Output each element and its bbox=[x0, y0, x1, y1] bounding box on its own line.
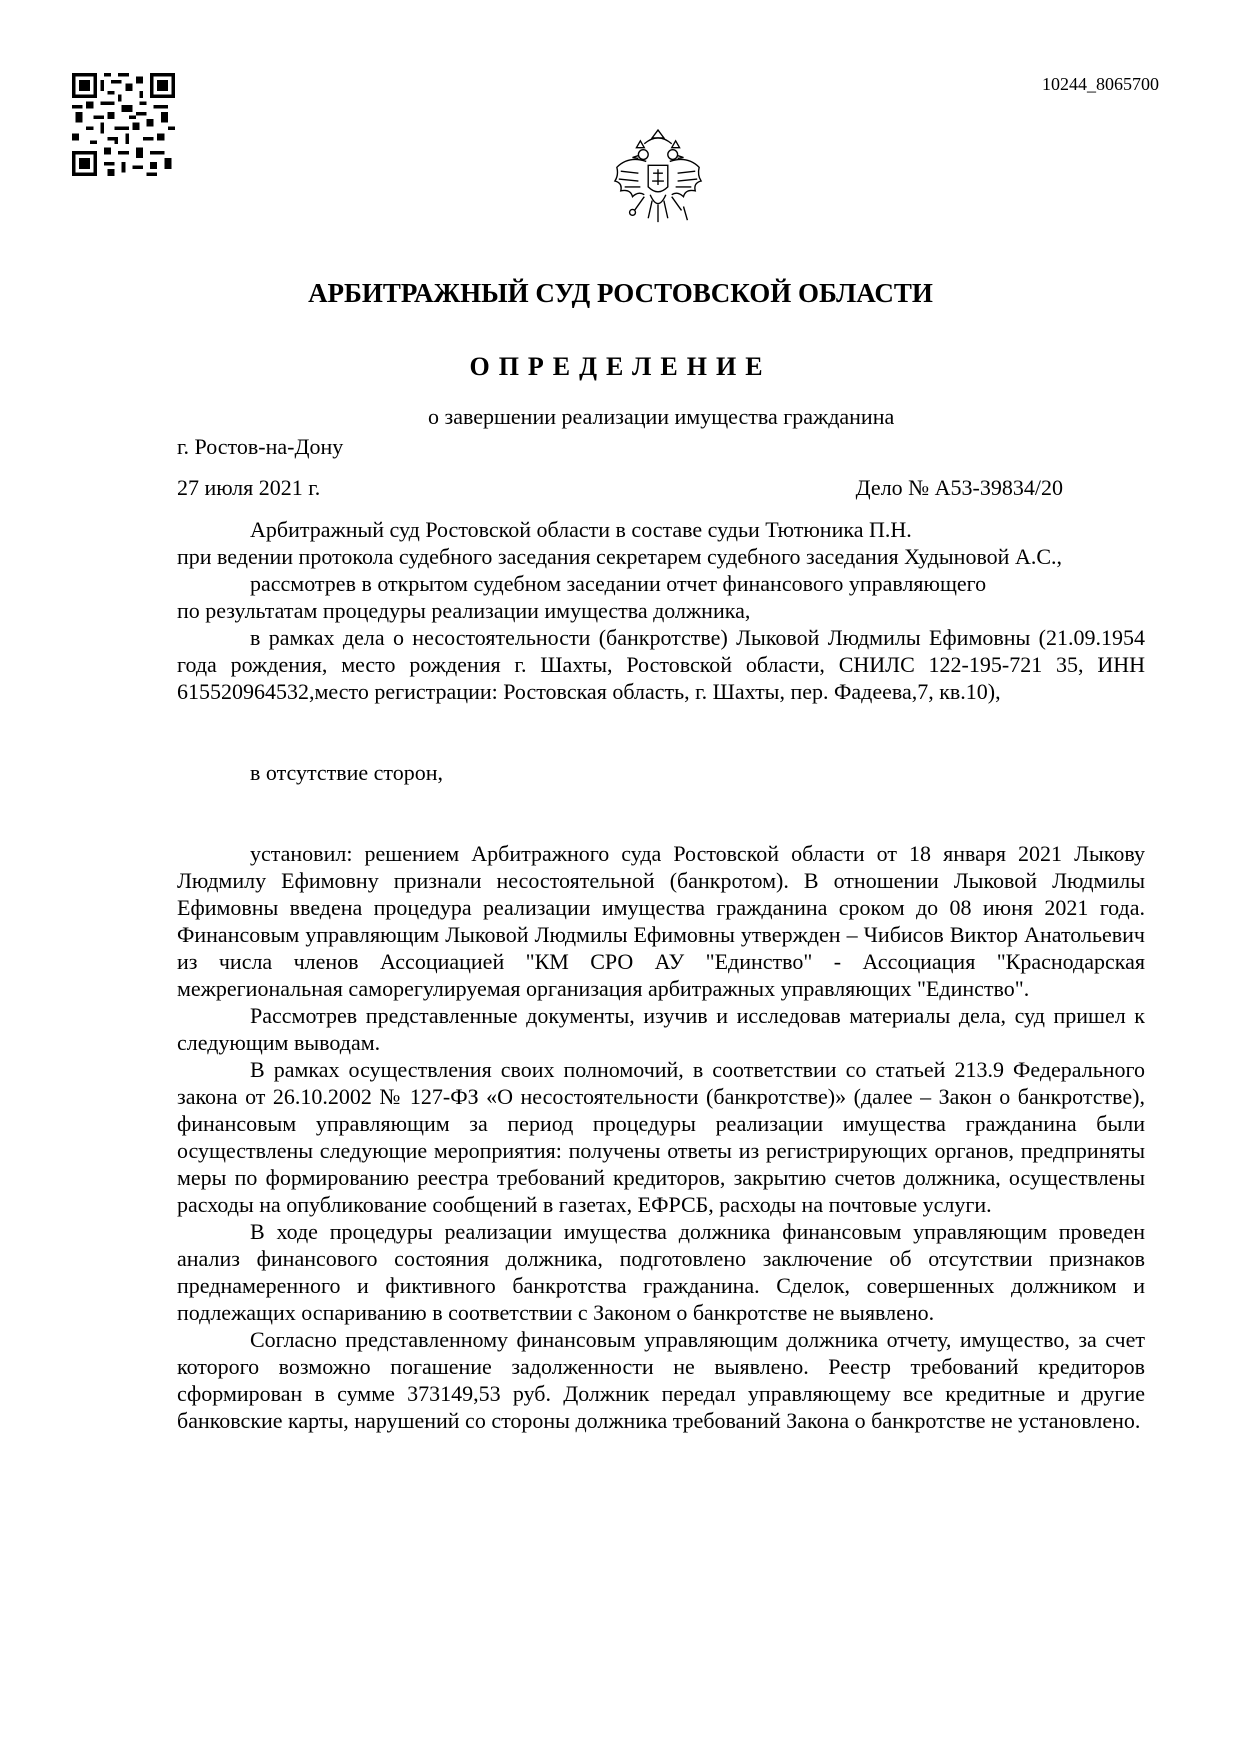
paragraph: по результатам процедуры реализации имущества должника, bbox=[177, 598, 751, 623]
paragraph: В рамках осуществления своих полномочий, в соответствии со статьей 213.9 Федерального закона от 26.10.2002 № 127-ФЗ «О несостоятельности (банкротстве)» (далее – Закон о банкротстве), финансовым управляющим за период процедуры реализации имущества гражданина были осуществлены следующие мероприятия: получены ответы из регистрирующих органов, предприняты меры по формированию реестра требований кредиторов, закрытию счетов должника, осуществлены расходы на опубликование сообщений в газетах, ЕФРСБ, расходы на почтовые услуги. bbox=[177, 1057, 1145, 1217]
paragraph: в рамках дела о несостоятельности (банкротстве) Лыковой Людмилы Ефимовны (21.09.1954 года рождения, место рождения г. Шахты, Ростовской области, СНИЛС 122-195-721 35, ИНН 615520964532,место регистрации: Ростовская область, г. Шахты, пер. Фадеева,7, кв.10), bbox=[177, 625, 1145, 704]
coat-of-arms-icon bbox=[609, 127, 707, 237]
city: г. Ростов-на-Дону bbox=[177, 434, 344, 459]
document-body bbox=[177, 516, 1145, 1434]
paragraph: В ходе процедуры реализации имущества должника финансовым управляющим проведен анализ финансового состояния должника, подготовлено заключение об отсутствии признаков преднамеренного и фиктивного банкротства гражданина. Сделок, совершенных должником и подлежащих оспариванию в соответствии с Законом о банкротстве не выявлено. bbox=[177, 1219, 1145, 1325]
court-title: АРБИТРАЖНЫЙ СУД РОСТОВСКОЙ ОБЛАСТИ bbox=[308, 278, 933, 308]
paragraph: Рассмотрев представленные документы, изучив и исследовав материалы дела, суд пришел к следующим выводам. bbox=[177, 1003, 1145, 1055]
paragraph: при ведении протокола судебного заседания секретарем судебного заседания Худыновой А.С., bbox=[177, 544, 1063, 569]
paragraph: Арбитражный суд Ростовской области в составе судьи Тютюника П.Н. bbox=[250, 517, 912, 542]
document-date: 27 июля 2021 г. bbox=[177, 475, 321, 500]
paragraph: рассмотрев в открытом судебном заседании отчет финансового управляющего bbox=[250, 571, 987, 596]
paragraph: Согласно представленному финансовым управляющим должника отчету, имущество, за счет которого возможно погашение задолженности не выявлено. Реестр требований кредиторов сформирован в сумме 373149,53 руб. Должник передал управляющему все кредитные и другие банковские карты, нарушений со стороны должника требований Закона о банкротстве не установлено. bbox=[177, 1327, 1145, 1433]
case-number: Дело № А53-39834/20 bbox=[855, 475, 1063, 500]
document-type-heading: ОПРЕДЕЛЕНИЕ bbox=[469, 352, 772, 381]
paragraph: в отсутствие сторон, bbox=[250, 760, 444, 785]
qr-code-icon bbox=[72, 73, 175, 176]
document-subject: о завершении реализации имущества гражданина bbox=[428, 404, 895, 429]
document-id: 10244_8065700 bbox=[1042, 74, 1159, 94]
paragraph: установил: решением Арбитражного суда Ростовской области от 18 января 2021 Лыкову Людмилу Ефимовну признали несостоятельной (банкротом). В отношении Лыковой Людмилы Ефимовны введена процедура реализации имущества гражданина сроком до 08 июня 2021 года. Финансовым управляющим Лыковой Людмилы Ефимовны утвержден – Чибисов Виктор Анатольевич из числа членов Ассоциацией "КМ СРО АУ "Единство" - Ассоциация "Краснодарская межрегиональная саморегулируемая организация арбитражных управляющих "Единство". bbox=[177, 841, 1145, 1001]
